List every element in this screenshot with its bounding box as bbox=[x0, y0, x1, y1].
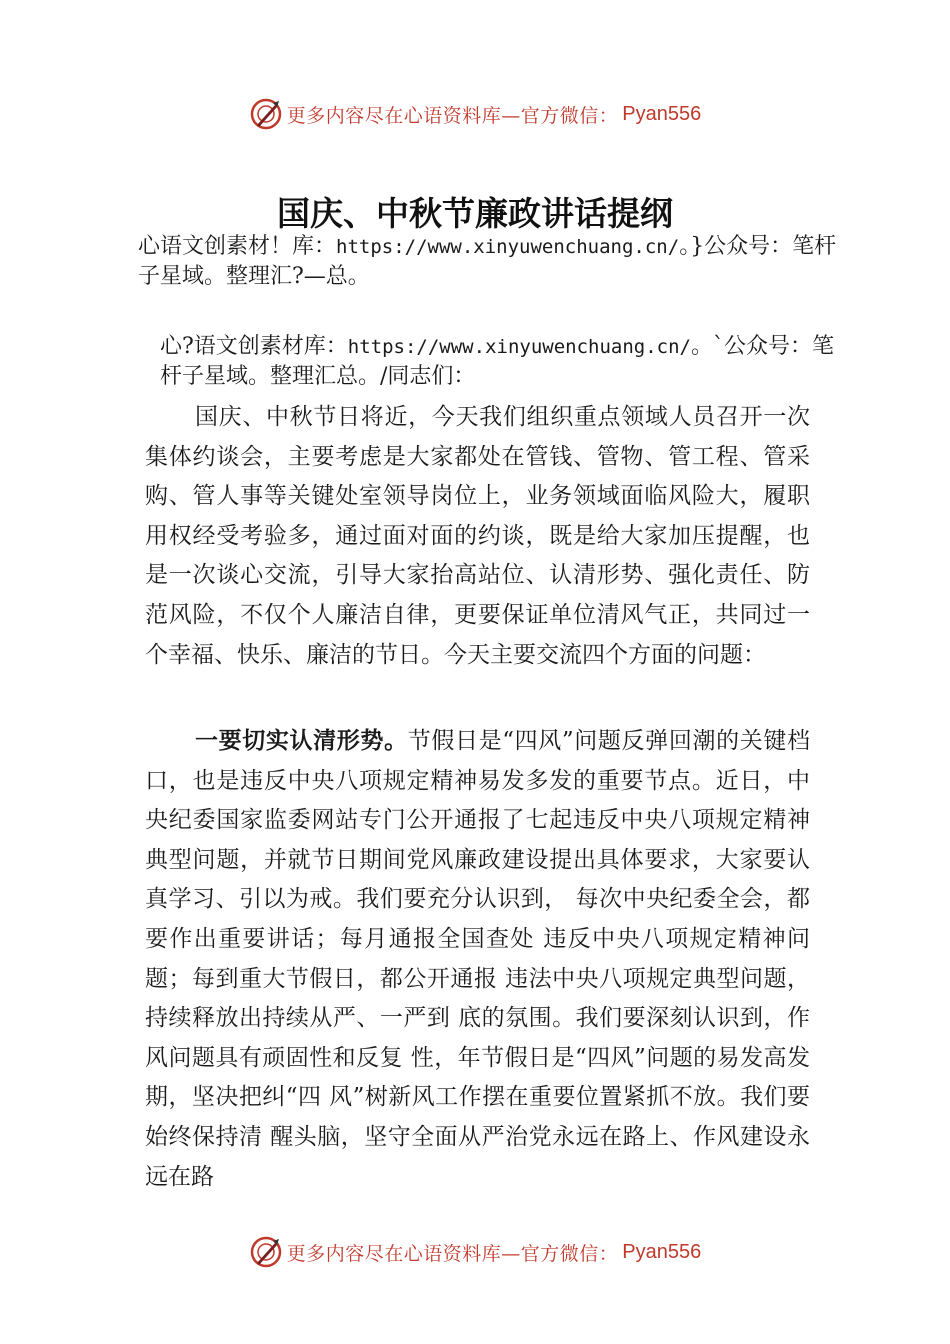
source-note-2: 心?语文创素材库：https://www.xinyuwenchuang.cn/。`公众号：笔杆子星域。整理汇总。/同志们： bbox=[160, 334, 834, 389]
pen-logo-icon bbox=[249, 1235, 283, 1269]
paragraph-intro: 国庆、中秋节日将近，今天我们组织重点领域人员召开一次集体约谈会，主要考虑是大家都处在管钱、管物、管工程、管采购、管人事等关键处室领导岗位上，业务领域面临风险大，履职用权经受考验多，通过面对面的约谈，既是给大家加压提醒，也是一次谈心交流，引导大家抬高站位、认清形势、强化责任、防范风险，不仅个人廉洁自律，更要保证单位清风气正，共同过一个幸福、快乐、廉洁的节日。今天主要交流四个方面的问题： bbox=[145, 404, 810, 668]
source-note-1: 心语文创素材！库：https://www.xinyuwenchuang.cn/。}公众号：笔杆子星域。整理汇?—总。 bbox=[138, 234, 837, 289]
pen-logo-icon bbox=[249, 97, 283, 131]
document-title: 国庆、中秋节廉政讲话提纲 bbox=[277, 194, 673, 233]
banner-wechat-id: Pyan556 bbox=[622, 102, 702, 125]
banner-text: 更多内容尽在心语资料库—官方微信： bbox=[286, 104, 619, 127]
paragraph-section-1 bbox=[145, 722, 810, 1197]
footer-banner bbox=[0, 1232, 950, 1272]
section-1-heading: 一要切实认清形势。 bbox=[195, 728, 408, 754]
header-banner bbox=[0, 94, 950, 134]
source-url-1: https://www.xinyuwenchuang.cn/ bbox=[336, 236, 680, 258]
banner-text: 更多内容尽在心语资料库—官方微信： bbox=[286, 1242, 619, 1265]
source-url-2: https://www.xinyuwenchuang.cn/ bbox=[347, 336, 691, 358]
banner-wechat-id: Pyan556 bbox=[622, 1240, 702, 1263]
section-1-body: 节假日是“四风”问题反弹回潮的关键档口，也是违反中央八项规定精神易发多发的重要节点。近日，中央纪委国家监委网站专门公开通报了七起违反中央八项规定精神典型问题，并就节日期间党风廉政建设提出具体要求，大家要认真学习、引以为戒。我们要充分认识到， 每次中央纪委全会，都要作出重要讲话；每月通报全国查处 违反中央八项规定精神问题；每到重大节假日，都公开通报 违法中央八项规定典型问题，持续释放出持续从严、一严到 底的氛围。我们要深刻认识到，作风问题具有顽固性和反复 性，年节假日是“四风”问题的易发高发期，坚决把纠“四 风”树新风工作摆在重要位置紧抓不放。我们要始终保持清 醒头脑，坚守全面从严治党永远在路上、作风建设永远在路 bbox=[145, 728, 810, 1190]
